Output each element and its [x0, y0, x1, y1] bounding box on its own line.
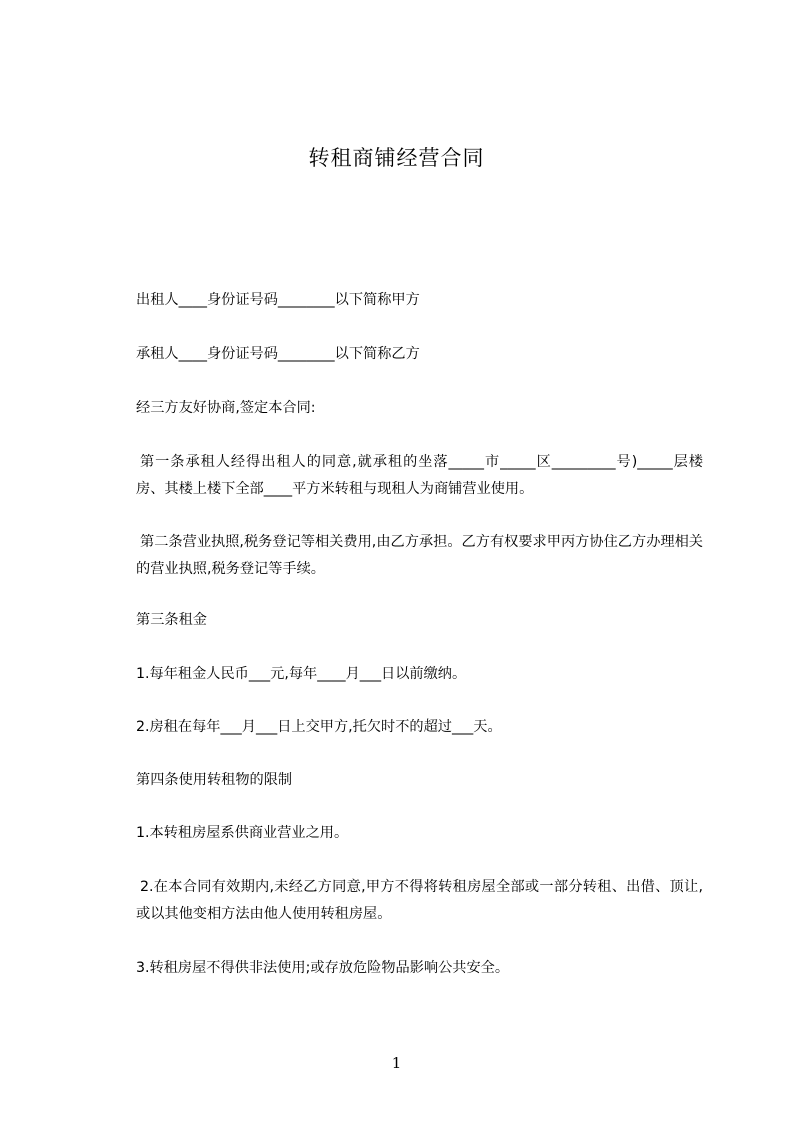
paragraph-restriction-item-2: 2.在本合同有效期内,未经乙方同意,甲方不得将转租房屋全部或一部分转租、出借、顶让,或以其他变相方法由他人使用转租房屋。 [136, 879, 703, 922]
paragraph-lessor: 出租人____身份证号码________以下简称甲方 [136, 292, 420, 308]
paragraph-rent-item-1: 1.每年租金人民币___元,每年____月___日以前缴纳。 [136, 666, 467, 682]
paragraph-restriction-item-1: 1.本转租房屋系供商业营业之用。 [136, 825, 349, 841]
paragraph-article-3-heading: 第三条租金 [136, 612, 207, 628]
paragraph-rent-item-2: 2.房租在每年___月___日上交甲方,托欠时不的超过___天。 [136, 719, 502, 735]
paragraph-agreement-intro: 经三方友好协商,签定本合同: [136, 400, 316, 416]
page-number: 1 [391, 1054, 402, 1072]
paragraph-restriction-item-3: 3.转租房屋不得供非法使用;或存放危险物品影响公共安全。 [136, 960, 510, 976]
paragraph-article-2: 第二条营业执照,税务登记等相关费用,由乙方承担。乙方有权要求甲丙方协住乙方办理相关的营业执照,税务登记等手续。 [136, 534, 703, 577]
paragraph-lessee: 承租人____身份证号码________以下简称乙方 [136, 346, 420, 362]
paragraph-article-4-heading: 第四条使用转租物的限制 [136, 772, 293, 788]
paragraph-article-1: 第一条承租人经得出租人的同意,就承租的坐落_____市_____区_________号)_____层楼房、其楼上楼下全部____平方米转租与现租人为商铺营业使用。 [136, 454, 703, 497]
document-title: 转租商铺经营合同 [308, 146, 485, 170]
